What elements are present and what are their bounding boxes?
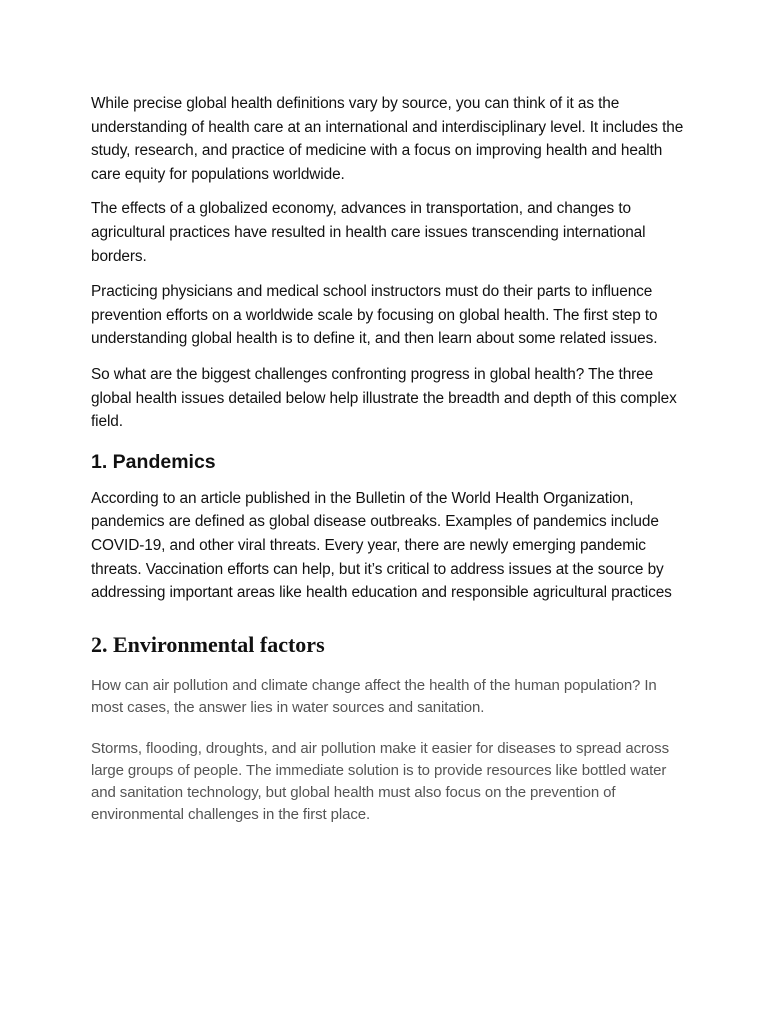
- section-heading-pandemics: 1. Pandemics: [91, 450, 216, 473]
- intro-paragraph-4: So what are the biggest challenges confronting progress in global health? The three global health issues detailed below help illustrate the breadth and depth of this complex field.: [91, 365, 677, 431]
- intro-paragraph-3: Practicing physicians and medical school instructors must do their parts to influence prevention efforts on a worldwide scale by focusing on global health. The first step to understanding global health is to define it, and then learn about some related issues.: [91, 283, 658, 348]
- section-heading-environmental-factors: 2. Environmental factors: [91, 631, 325, 657]
- section-pandemics: [91, 449, 691, 605]
- document-page: [91, 92, 691, 845]
- pandemics-paragraph: According to an article published in the Bulletin of the World Health Organization, pandemics are defined as global disease outbreaks. Examples of pandemics include COVID-19, and other viral threats. Every year, there are newly emerging pandemic threats. Vaccination efforts can help, but it’s critical to address issues at the source by addressing important areas like health education and responsible agricultural practices: [91, 489, 672, 602]
- intro-paragraph-1: While precise global health definitions vary by source, you can think of it as the understanding of health care at an international and interdisciplinary level. It includes the study, research, and practice of medicine with a focus on improving health and health care equity for populations worldwide.: [91, 95, 684, 183]
- intro-paragraph-2: The effects of a globalized economy, advances in transportation, and changes to agricultural practices have resulted in health care issues transcending international borders.: [91, 200, 646, 265]
- section-environmental-factors: [91, 631, 691, 826]
- environment-paragraph-2: Storms, flooding, droughts, and air pollution make it easier for diseases to spread across large groups of people. The immediate solution is to provide resources like bottled water and sanitation technology, but global health must also focus on the prevention of environmental challenges in the first place.: [91, 739, 669, 823]
- environment-paragraph-1: How can air pollution and climate change affect the health of the human population? In most cases, the answer lies in water sources and sanitation.: [91, 676, 657, 716]
